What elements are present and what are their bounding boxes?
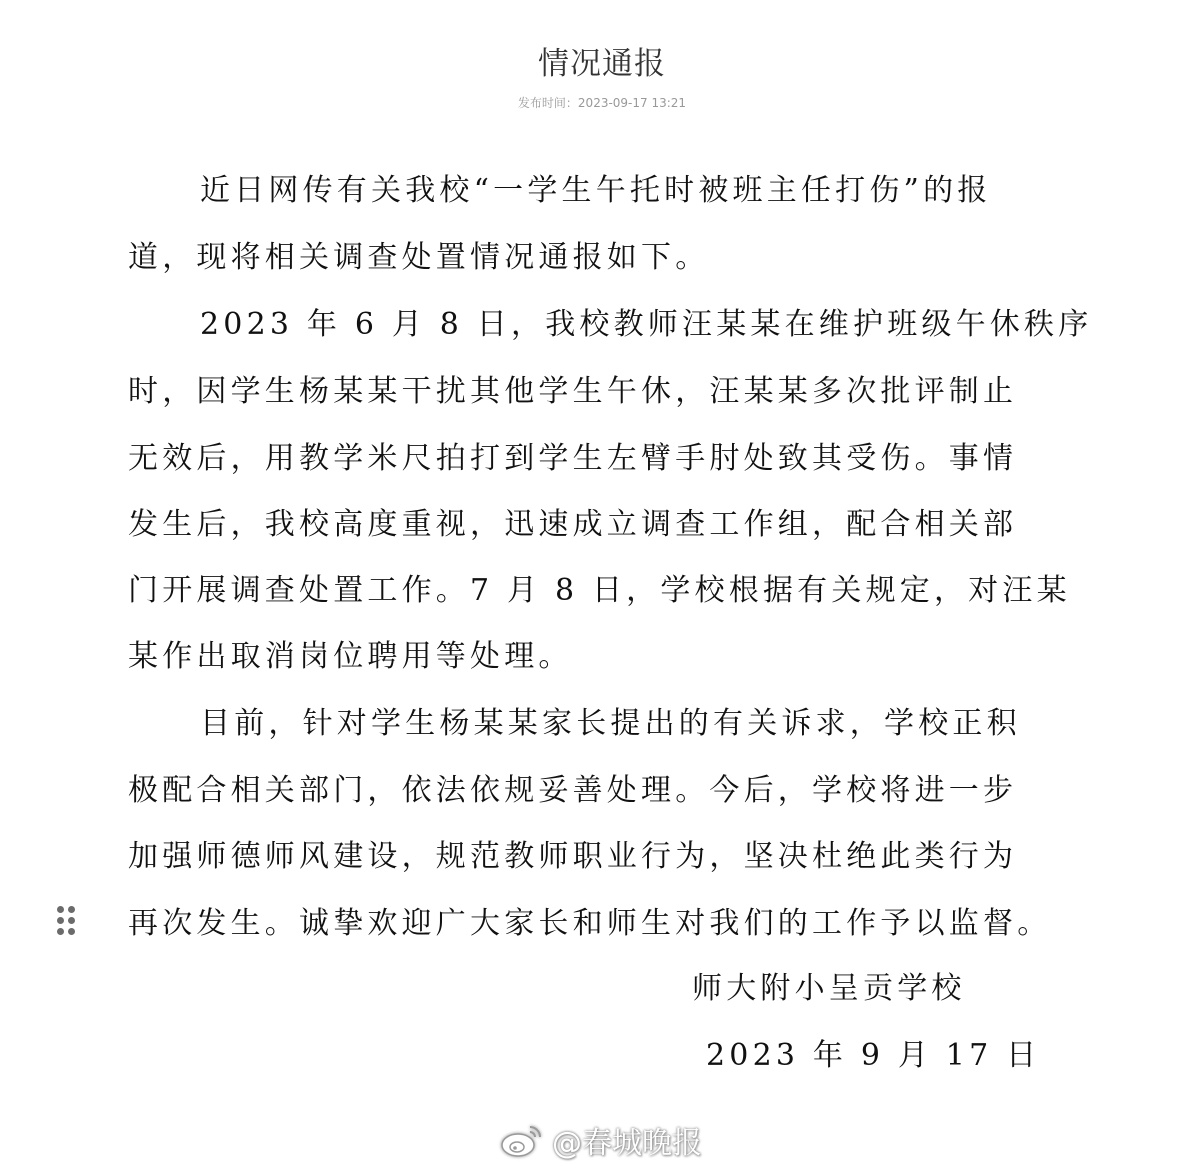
weibo-icon xyxy=(500,1121,546,1159)
watermark xyxy=(500,1118,702,1162)
paragraph-2-line-1: 2023 年 6 月 8 日，我校教师汪某某在维护班级午休秩序 xyxy=(200,307,1093,342)
watermark-text: @春城晚报 xyxy=(552,1126,702,1161)
paragraph-3-line-1: 目前，针对学生杨某某家长提出的有关诉求，学校正积 xyxy=(200,706,1021,741)
drag-dot-icon xyxy=(57,928,64,935)
paragraph-1-line-2: 道，现将相关调查处置情况通报如下。 xyxy=(128,240,710,275)
paragraph-3-line-2: 极配合相关部门，依法依规妥善处理。今后，学校将进一步 xyxy=(128,773,1018,808)
drag-dot-icon xyxy=(57,906,64,913)
drag-dot-icon xyxy=(57,917,64,924)
paragraph-3-line-3: 加强师德师风建设，规范教师职业行为，坚决杜绝此类行为 xyxy=(128,839,1018,874)
paragraph-2-line-3: 无效后，用教学米尺拍打到学生左臂手肘处致其受伤。事情 xyxy=(128,441,1018,476)
paragraph-3-line-4: 再次发生。诚挚欢迎广大家长和师生对我们的工作予以监督。 xyxy=(128,906,1052,941)
signature-organization: 师大附小呈贡学校 xyxy=(692,971,966,1006)
page-title: 情况通报 xyxy=(538,46,666,82)
publish-time: 发布时间：2023-09-17 13:21 xyxy=(517,96,687,110)
drag-dot-icon xyxy=(68,906,75,913)
drag-dot-icon xyxy=(68,928,75,935)
paragraph-2-line-6: 某作出取消岗位聘用等处理。 xyxy=(128,639,573,674)
paragraph-2-line-4: 发生后，我校高度重视，迅速成立调查工作组，配合相关部 xyxy=(128,507,1018,542)
paragraph-1-line-1: 近日网传有关我校“一学生午托时被班主任打伤”的报 xyxy=(200,173,992,208)
paragraph-2-line-2: 时，因学生杨某某干扰其他学生午休，汪某某多次批评制止 xyxy=(128,374,1018,409)
signature-date: 2023 年 9 月 17 日 xyxy=(706,1038,1041,1073)
drag-handle[interactable] xyxy=(57,906,77,938)
paragraph-2-line-5: 门开展调查处置工作。7 月 8 日，学校根据有关规定，对汪某 xyxy=(128,573,1071,608)
drag-dot-icon xyxy=(68,917,75,924)
